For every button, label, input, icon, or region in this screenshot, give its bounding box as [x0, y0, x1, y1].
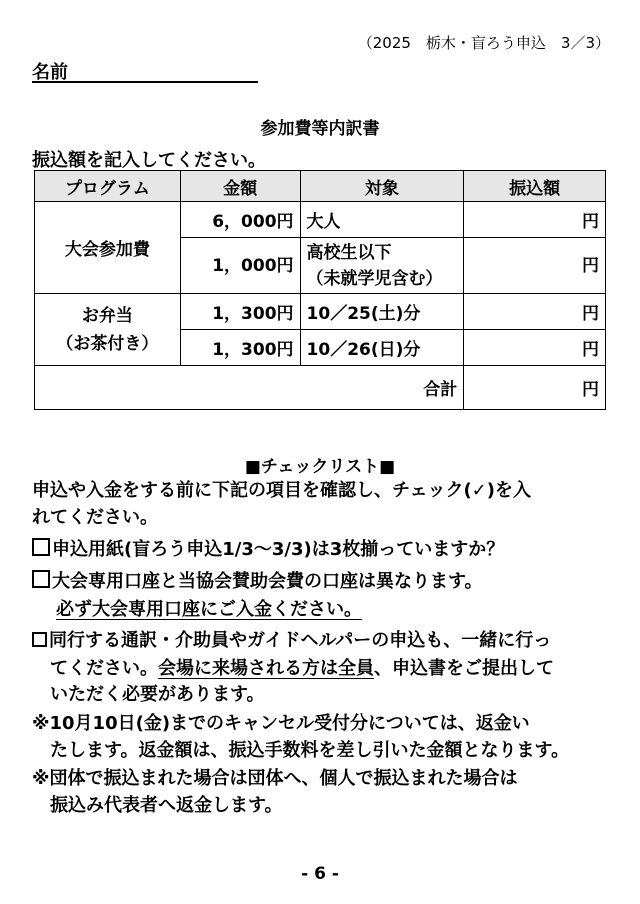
note-refund: 振込み代表者へ返金します。 [50, 795, 283, 816]
header-transfer: 振込額 [464, 171, 606, 202]
target-cell: 10／26(日)分 [300, 330, 464, 366]
amount-cell: 1，000円 [180, 238, 300, 294]
total-label: 合計 [35, 366, 464, 410]
fee-table [34, 170, 606, 410]
checkbox-icon[interactable] [32, 632, 47, 647]
checklist-item-text: いただく必要があります。 [50, 684, 265, 705]
checklist-item-text: 必ず大会専用口座にご入金ください。 [56, 599, 362, 620]
program-cell: 大会参加費 [35, 202, 181, 294]
underlined-text: 会場に来場される方は全員 [158, 658, 374, 679]
total-row [35, 366, 606, 410]
transfer-cell[interactable]: 円 [464, 294, 606, 330]
amount-cell: 1，300円 [180, 294, 300, 330]
program-line: （お茶付き） [56, 333, 159, 354]
header-note: （2025 栃木・盲ろう申込 3／3） [357, 34, 610, 52]
page-number: - 6 - [301, 864, 339, 884]
text-segment: てください。 [50, 658, 158, 679]
total-cell[interactable]: 円 [464, 366, 606, 410]
header-target: 対象 [300, 171, 464, 202]
checklist-item-text: 同行する通訳・介助員やガイドヘルパーの申込も、一緒に行っ [49, 630, 552, 651]
transfer-cell[interactable]: 円 [464, 238, 606, 294]
checklist-intro: 申込や入金をする前に下記の項目を確認し、チェック(✓)を入 [32, 480, 531, 501]
checkbox-icon[interactable] [32, 538, 50, 556]
checklist-item-text: 申込用紙(盲ろう申込1/3～3/3)は3枚揃っていますか？ [52, 539, 505, 560]
note-cancel: ※10月10日(金)までのキャンセル受付分については、返金い [32, 713, 530, 734]
target-cell: 大人 [300, 202, 464, 238]
transfer-cell[interactable]: 円 [464, 330, 606, 366]
program-cell [35, 294, 181, 366]
checklist-item-2 [32, 569, 483, 595]
target-line: （未就学児含む） [306, 268, 443, 289]
name-label: 名前 [32, 62, 68, 83]
header-amount: 金額 [180, 171, 300, 202]
amount-cell: 6，000円 [180, 202, 300, 238]
document-title: 参加費等内訳書 [260, 119, 380, 139]
text-segment: 、申込書をご提出して [374, 658, 554, 679]
transfer-cell[interactable]: 円 [464, 202, 606, 238]
checklist-item-3 [32, 628, 551, 654]
name-underline [32, 81, 258, 83]
program-line: お弁当 [81, 305, 133, 326]
amount-cell: 1，300円 [180, 330, 300, 366]
note-refund: ※団体で振込まれた場合は団体へ、個人で振込まれた場合は [32, 768, 518, 789]
table-row [35, 294, 606, 330]
checklist-item-text: 大会専用口座と当協会賛助会費の口座は異なります。 [52, 571, 483, 592]
instruction-text: 振込額を記入してください。 [32, 150, 266, 171]
note-cancel: たします。返金額は、振込手数料を差し引いた金額となります。 [50, 740, 570, 761]
checkbox-icon[interactable] [32, 570, 50, 588]
checklist-item-text [50, 656, 554, 682]
target-line: 高校生以下 [306, 242, 392, 263]
target-cell: 10／25(土)分 [300, 294, 464, 330]
table-row [35, 202, 606, 238]
header-program: プログラム [35, 171, 181, 202]
target-cell [300, 238, 464, 294]
table-header-row [35, 171, 606, 202]
checklist-item-1 [32, 537, 504, 563]
checklist-title: ■チェックリスト■ [244, 457, 396, 477]
checklist-intro: れてください。 [32, 507, 158, 528]
